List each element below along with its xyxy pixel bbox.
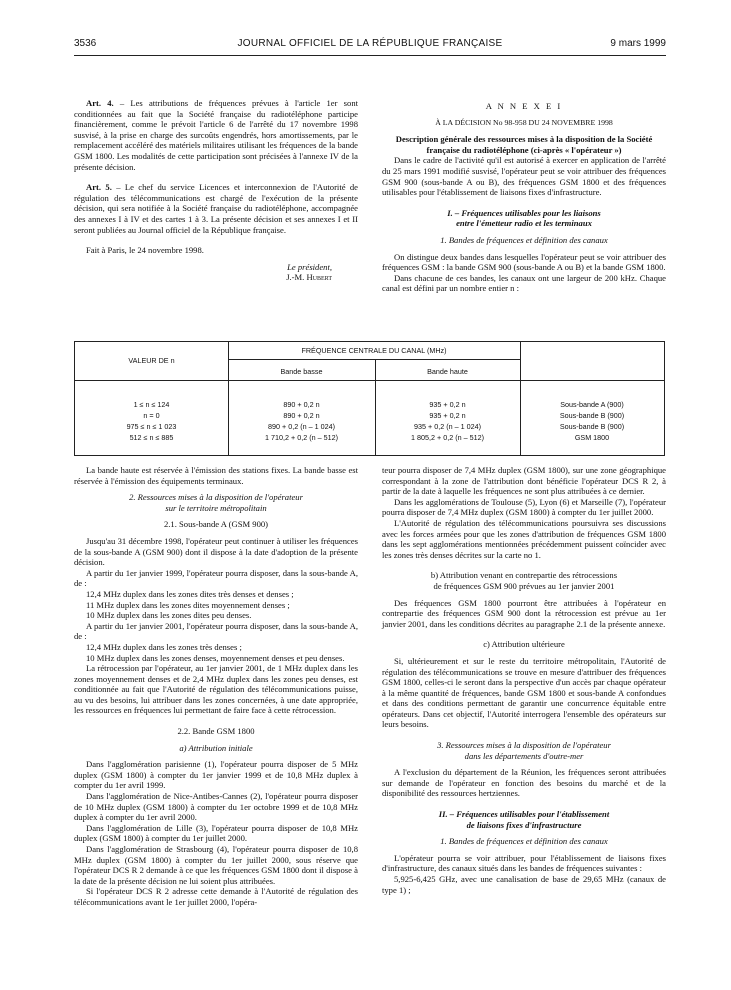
table-cell-low: 890 + 0,2 n [283, 400, 320, 409]
frequency-table [74, 341, 665, 456]
page-number: 3536 [74, 38, 97, 49]
table-cell-band: Sous-bande B (900) [559, 422, 625, 431]
section-3-title-b: dans les départements d'outre-mer [464, 750, 584, 761]
paragraph-continuation: teur pourra disposer de 7,4 MHz duplex (GSM 1800), sur une zone géographique correspondant à la zone de l'attribution dont bénéficie l'opérateur DCS R 2, à partir de la date à laquelle les fréquences ne sont plus attribuées à ce dernier. [382, 465, 666, 497]
paragraph-liaisons-fixes: L'opérateur pourra se voir attribuer, pour l'établissement de liaisons fixes d'infrastructure, des canaux situés dans les bandes de fréquences suivantes : [382, 852, 666, 874]
table-cell-high: 1 805,2 + 0,2 (n – 512) [411, 433, 484, 442]
table-cell-n: 512 ≤ n ≤ 885 [129, 433, 174, 442]
table-cell-n: 975 ≤ n ≤ 1 023 [126, 422, 177, 431]
decision-ref: À LA DÉCISION No 98-958 DU 24 NOVEMBRE 1998 [435, 117, 613, 127]
list-item: 12,4 MHz duplex dans les zones très denses ; [86, 641, 242, 652]
table-cell-band: Sous-bande A (900) [560, 400, 624, 409]
article-4 [74, 98, 358, 172]
paragraph-band-5ghz: 5,925-6,425 GHz, avec une canalisation de base de 29,65 MHz (canaux de type 1) ; [382, 874, 666, 895]
issue-date: 9 mars 1999 [610, 38, 666, 49]
article-4-label: Art. 4. [86, 98, 114, 108]
paragraph-lille: Dans l'agglomération de Lille (3), l'opérateur pourra disposer de 10,8 MHz duplex (GSM 1800) à compter du 1er juillet 2000. [74, 822, 358, 844]
section-II-1-title: 1. Bandes de fréquences et définition des canaux [440, 836, 608, 847]
paragraph-forces-armees: L'Autorité de régulation des télécommunications poursuivra ses discussions avec les forces armées pour que les zones d'attribution de fréquences GSM 1800 dans les sept agglomérations mentionnées précédemment puissent coïncider avec les zones très denses décrites sur la carte no 1. [382, 517, 666, 560]
table-cell-band: GSM 1800 [574, 433, 610, 442]
signature-title: Le président, [287, 261, 332, 272]
section-b-title-b: de fréquences GSM 900 prévues au 1er janvier 2001 [433, 580, 615, 591]
section-1-title-b: entre l'émetteur radio et les terminaux [456, 218, 592, 229]
section-II-title-b: de liaisons fixes d'infrastructure [466, 819, 582, 830]
section-2-1-title: 2.1. Sous-bande A (GSM 900) [163, 519, 269, 530]
section-c-title: c) Attribution ultérieure [483, 639, 565, 650]
col-n-header: VALEUR DE n [128, 356, 175, 365]
table-cell-n: n = 0 [143, 411, 160, 420]
table-cell-low: 1 710,2 + 0,2 (n – 512) [265, 433, 338, 442]
paragraph-2-1-d: La rétrocession par l'opérateur, au 1er janvier 2001, de 1 MHz duplex dans les zones moyennement denses et de 2,4 MHz duplex dans les zones peu denses, est conditionnée au fait que l'Autorité de régulation des télécommunications puisse, au vu des besoins, lui attribuer dans les zones concernées, à une date appropriée, les ressources en fréquences lui permettant de faire face à cette rétrocession. [74, 663, 358, 716]
paragraph-band-usage: La bande haute est réservée à l'émission des stations fixes. La bande basse est réservée à l'émission des équipements terminaux. [74, 465, 358, 486]
intro-paragraph: Dans le cadre de l'activité qu'il est autorisé à exercer en application de l'arrêté du 25 mars 1991 modifié susvisé, l'opérateur peut se voir attribuer des fréquences GSM 900 (sous-bande A ou B), des fréquences GSM 1800 et des fréquences utilisables pour l'établissement de liaisons fixes d'infrastructure. [382, 155, 666, 198]
table-cell-high: 935 + 0,2 n [429, 400, 466, 409]
section-1-title-a: I. – Fréquences utilisables pour les liaisons [447, 207, 601, 218]
section-2-2-title: 2.2. Bande GSM 1800 [177, 726, 255, 737]
subsection-1-title: 1. Bandes de fréquences et définition des canaux [440, 234, 608, 245]
high-band-header: Bande haute [427, 367, 468, 376]
paragraph-2-1-a: Jusqu'au 31 décembre 1998, l'opérateur peut continuer à utiliser les fréquences de la sous-bande A (GSM 900) dont il dispose à la date d'adoption de la présente décision. [74, 535, 358, 568]
description-title: Description générale des ressources mises à la disposition de la Société française du radiotéléphone (ci-après « l'opérateur ») [395, 134, 653, 155]
article-5-text: – Le chef du service Licences et interconnexion de l'Autorité de régulation des télécommunications est chargé de l'exécution de la présente décision, qui sera notifiée à la Société française du radiotéléphone, accompagnée des annexes I à IV et des cartes 1 à 3. La présente décision et ses annexes I et II seront publiées au Journal officiel de la République française. [74, 182, 358, 235]
low-band-header: Bande basse [280, 367, 323, 376]
paragraph-strasbourg: Dans l'agglomération de Strasbourg (4), l'opérateur pourra disposer de 10,8 MHz duplex (GSM 1800) à compter du 1er juillet 2000, sous réserve que l'opérateur DCS R 2 demande à ce que les fréquences GSM 1800 dont il dispose à la date de la présente décision ne lui soient plus attribuées. [74, 844, 358, 886]
table-cell-high: 935 + 0,2 (n – 1 024) [414, 422, 481, 431]
article-5-label: Art. 5. [86, 182, 112, 193]
article-5 [74, 182, 358, 235]
section-II-title-a: II. – Fréquences utilisables pour l'établissement [438, 809, 610, 820]
frequency-group-header: FRÉQUENCE CENTRALE DU CANAL (MHz) [301, 346, 447, 355]
annexe-title: A N N E X E I [485, 101, 563, 111]
table-cell-band: Sous-bande B (900) [559, 411, 625, 420]
table-cell-n: 1 ≤ n ≤ 124 [133, 400, 170, 409]
right-bottom-column [382, 465, 666, 895]
paragraph-nice: Dans l'agglomération de Nice-Antibes-Cannes (2), l'opérateur pourra disposer de 10 MHz duplex (GSM 1800) à compter du 1er octobre 1999 et de 10,8 MHz duplex à compter du 1er avril 2000. [74, 791, 358, 823]
paragraph-bands: On distingue deux bandes dans lesquelles l'opérateur peut se voir attribuer des fréquences GSM : la bande GSM 900 (sous-bande A ou B) et la bande GSM 1800. [382, 251, 666, 273]
section-2-title-b: sur le territoire métropolitain [165, 502, 267, 513]
journal-title: JOURNAL OFFICIEL DE LA RÉPUBLIQUE FRANÇAISE [237, 38, 503, 49]
paragraph-channels: Dans chacune de ces bandes, les canaux ont une largeur de 200 kHz. Chaque canal est défini par un nombre entier n : [382, 272, 666, 294]
paragraph-2-1-c: A partir du 1er janvier 2001, l'opérateur pourra disposer, dans la sous-bande A, de : [74, 620, 358, 642]
paragraph-attribution-ulterieure: Si, ultérieurement et sur le reste du territoire métropolitain, l'Autorité de régulation des télécommunications se trouve en mesure d'attribuer des fréquences GSM 1800, celles-ci le seront dans la perspective d'un accès par chaque opérateur à la même quantité de fréquences, bande GSM 1800 et sous-bande A confondues et dans des conditions permettant de garantir une concurrence équitable entre opérateurs. Dans cet objectif, l'Autorité interrogera l'ensemble des opérateurs sur leurs besoins. [382, 655, 666, 730]
section-2-2-a-title: a) Attribution initiale [179, 742, 253, 753]
right-top-column [382, 101, 666, 294]
list-item: 10 MHz duplex dans les zones denses, moyennement denses et peu denses. [86, 652, 345, 663]
article-4-text: – Les attributions de fréquences prévues à l'article 1er sont conditionnées au fait que la Société française du radiotéléphone participe financièrement, comme le prévoit l'article 6 de l'arrêté du 17 novembre 1998 susvisé, à la prise en charge des surcoûts engendrés, hors amortissements, par le remplacement accéléré des matériels militaires utilisant les fréquences de la bande GSM 1800. Les modalités de cette participation sont précisées à l'annexe IV de la présente décision. [74, 98, 359, 172]
table-cell-low: 890 + 0,2 n [283, 411, 320, 420]
list-item: 12,4 MHz duplex dans les zones dites très denses et denses ; [86, 588, 294, 599]
left-bottom-column [74, 465, 358, 908]
paragraph-toulouse-lyon-marseille: Dans les agglomérations de Toulouse (5), Lyon (6) et Marseille (7), l'opérateur pourra disposer de 7,4 MHz duplex (GSM 1800) à compter du 1er juillet 2000. [382, 496, 666, 518]
left-top-column [74, 98, 358, 283]
table-cell-low: 890 + 0,2 (n – 1 024) [268, 422, 335, 431]
list-item: 11 MHz duplex dans les zones dites moyennement denses ; [86, 599, 290, 610]
paragraph-outre-mer: A l'exclusion du département de la Réunion, les fréquences seront attribuées sur demande de l'opérateur en fonction des besoins du marché et de la disponibilité des ressources hertziennes. [382, 767, 666, 799]
header-rule [74, 55, 666, 56]
page-header [74, 38, 666, 54]
fait-a-paris: Fait à Paris, le 24 novembre 1998. [86, 245, 204, 256]
paragraph-2-1-b: A partir du 1er janvier 1999, l'opérateur pourra disposer, dans la sous-bande A, de : [74, 567, 358, 589]
paragraph-retrocession: Des fréquences GSM 1800 pourront être attribuées à l'opérateur en contrepartie des fréquences GSM 900 dont la rétrocession est prévue au 1er janvier 2001, dans les conditions décrites au paragraphe 2.1 de la présente annexe. [382, 597, 666, 629]
list-item: 10 MHz duplex dans les zones dites peu denses. [86, 610, 252, 621]
signature-name: J.-M. Hubert [286, 272, 332, 283]
paragraph-paris: Dans l'agglomération parisienne (1), l'opérateur pourra disposer de 5 MHz duplex (GSM 1800) à compter du 1er janvier 1999 et de 10,8 MHz duplex à compter du 1er avril 1999. [74, 759, 358, 791]
paragraph-dcs-r2: Si l'opérateur DCS R 2 adresse cette demande à l'Autorité de régulation des télécommunications avant le 1er juillet 2000, l'opéra- [74, 886, 358, 907]
section-b-title-a: b) Attribution venant en contrepartie des rétrocessions [430, 570, 618, 581]
section-2-title-a: 2. Ressources mises à la disposition de l'opérateur [129, 492, 303, 503]
table-cell-high: 935 + 0,2 n [429, 411, 466, 420]
section-3-title-a: 3. Ressources mises à la disposition de l'opérateur [437, 740, 611, 751]
